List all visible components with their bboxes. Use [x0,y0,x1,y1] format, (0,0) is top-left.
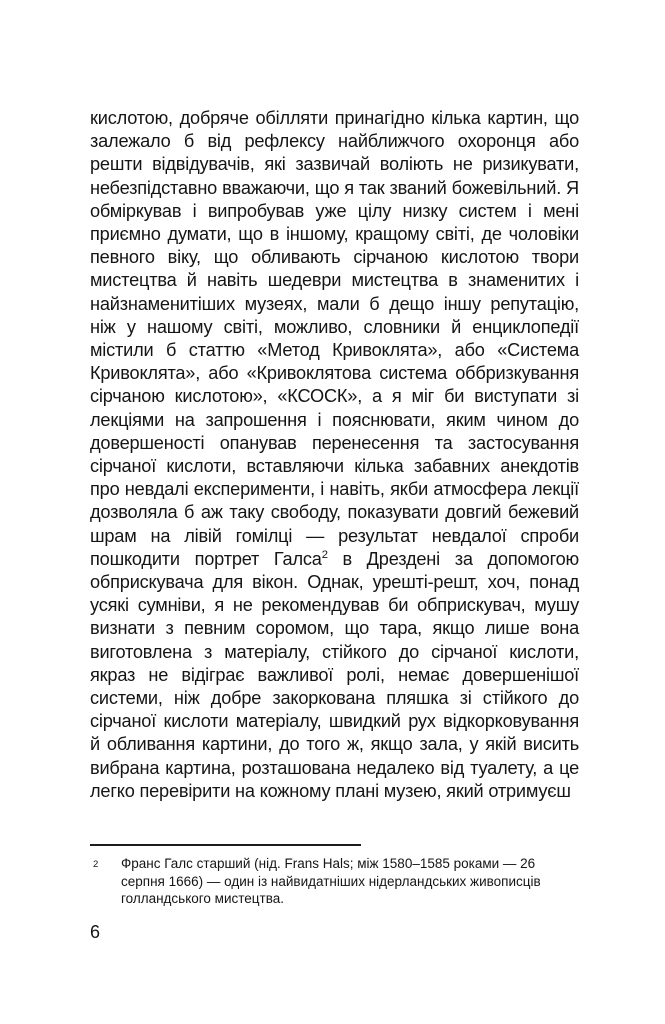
footnote-area [90,844,579,908]
page-number: 6 [90,922,101,942]
footnote-divider [90,844,361,846]
body-text-after-footnote-ref: в Дрездені за допомогою обприскувача для вікон. Однак, урешті-решт, хоч, понад усякі сумніви, я не рекомендував би обприскувач, мушу визнати з певним соромом, що тара, якщо лише вона виготовлена з матеріалу, стійкого до сірчаної кислоти, якраз не відіграє важливої ролі, немає довершенішої системи, ніж добре закоркована пляшка зі стійкого до сірчаної кислоти матеріалу, швидкий рух відкорковування й обливання картини, до того ж, якщо зала, у якій висить вибрана картина, розташована недалеко від туалету, а це легко перевірити на кожному плані музею, який отримуєш [90,548,579,801]
body-paragraph [90,107,579,803]
footnote-reference: 2 [321,548,328,561]
footnote [90,855,579,908]
footnote-text: Франс Галс старший (нід. Frans Hals; між 1580–1585 роками — 26 серпня 1666) — один із найвидатніших нідерландських живописців голландського мистецтва. [121,856,541,906]
body-text-before-footnote-ref: кислотою, добряче обілляти принагідно кілька картин, що залежало б від рефлексу найближчого охоронця або решти відвідувачів, які зазвичай воліють не ризикувати, небезпідставно вважаючи, що я так званий божевільний. Я обміркував і випробував уже цілу низку систем і мені приємно думати, що в іншому, кращому світі, де чоловіки певного віку, що обливають сірчаною кислотою твори мистецтва й навіть шедеври мистецтва в знаменитих і найзнаменитіших музеях, мали б дещо іншу репутацію, ніж у нашому світі, можливо, словники й енциклопедії містили б статтю «Метод Кривоклята», або «Система Кривоклята», або «Кривоклятова система оббризкування сірчаною кислотою», «КСОСК», а я міг би виступати зі лекціями на запрошення і пояснювати, яким чином до довершеності опанував перенесення та застосування сірчаної кислоти, вставляючи кілька забавних анекдотів про невдалі експерименти, і навіть, якби атмосфера лекції дозволяла б аж таку свободу, показувати довгий бежевий шрам на лівій гомілці — результат невдалої спроби пошкодити портрет Галса [90,108,579,569]
footnote-marker: 2 [93,859,99,870]
